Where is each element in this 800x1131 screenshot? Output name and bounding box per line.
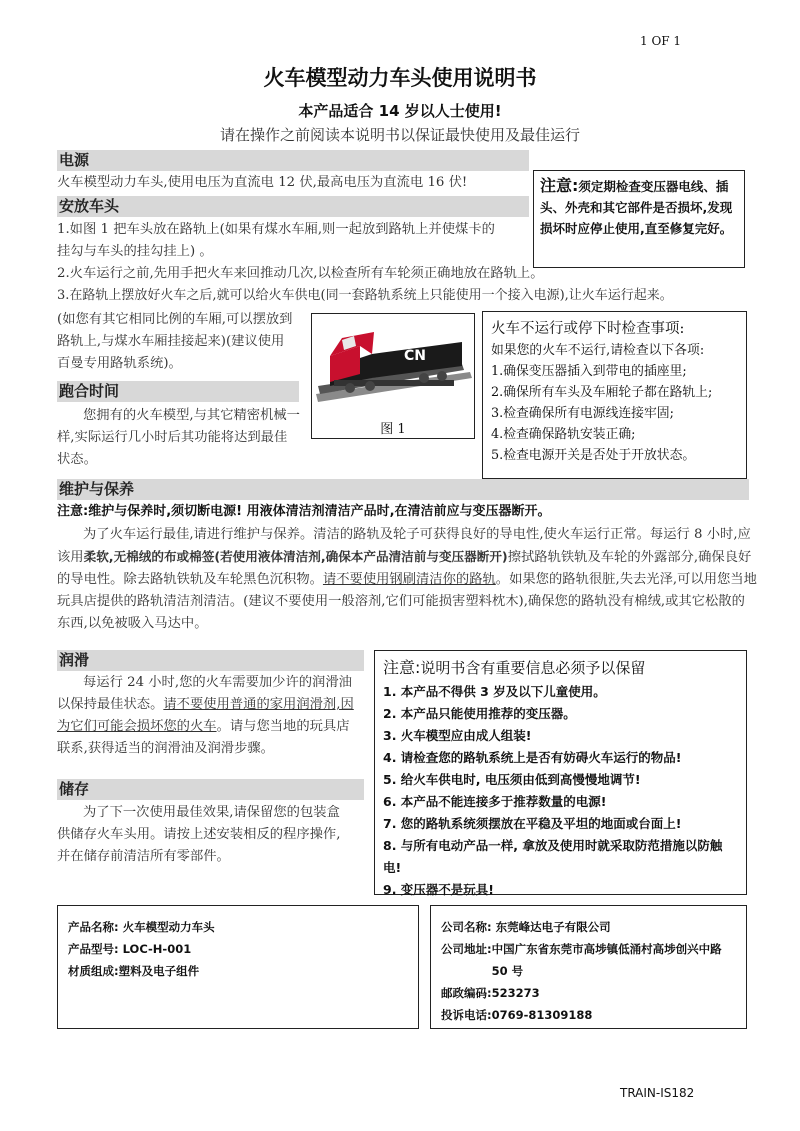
maintenance-text — [57, 524, 757, 635]
runin-text: 您拥有的火车模型,与其它精密机械一样,实际运行几小时后其功能将达到最佳状态。 — [57, 408, 300, 467]
troubleshooting-item: 1.确保变压器插入到带电的插座里; — [491, 364, 687, 379]
read-first-notice: 请在操作之前阅读本说明书以保证最快使用及最佳运行 — [219, 126, 580, 144]
notice-item: 3. 火车模型应由成人组装! — [383, 728, 532, 743]
troubleshooting-item: 2.确保所有车头及车厢轮子都在路轨上; — [491, 385, 713, 400]
notice-item: 5. 给火车供电时, 电压须由低到高慢慢地调节! — [383, 772, 641, 787]
company-phone-label: 投诉电话: — [441, 1008, 492, 1022]
install-step-2: 2.火车运行之前,先用手把火车来回推动几次,以检查所有车轮须正确地放在路轨上。 — [57, 266, 544, 281]
locomotive-logo: CN — [404, 348, 426, 364]
company-postcode-row — [441, 982, 736, 1004]
caution-box — [533, 170, 745, 268]
lube-text — [57, 672, 362, 760]
troubleshooting-title: 火车不运行或停下时检查事项: — [491, 321, 685, 337]
age-notice: 本产品适合 14 岁以人士使用! — [298, 102, 502, 120]
maintenance-text-bold: 柔软,无棉绒的布或棉签(若使用液体清洁剂,确保本产品清洁前与变压器断开) — [83, 549, 508, 564]
maintenance-text-a: 为了火车运行最佳,请进行维护与保养。清洁的路轨及轮子可获得良好的导电性,使火车运行正常。每运行 8 小时,应该用 — [57, 527, 751, 565]
product-info-box — [57, 905, 419, 1029]
product-name-row — [68, 916, 408, 938]
company-phone: 0769-81309188 — [491, 1008, 593, 1022]
notice-item: 9. 变压器不是玩具! — [383, 882, 494, 897]
maintenance-warning: 注意:维护与保养时,须切断电源! 用液体清洁剂清洁产品时,在清洁前应与变压器断开。 — [57, 504, 551, 519]
company-address-label: 公司地址: — [441, 942, 492, 956]
notice-item: 8. 与所有电动产品一样, 拿放及使用时就采取防范措施以防触电! — [383, 838, 723, 875]
figure-caption: 图 1 — [380, 422, 406, 437]
section-storage-heading: 储存 — [57, 779, 364, 800]
notice-item: 2. 本产品只能使用推荐的变压器。 — [383, 706, 576, 721]
company-address-row — [441, 938, 736, 982]
lube-text-b: 。请与您当地的玩具店联系,获得适当的润滑油及润滑步骤。 — [57, 719, 350, 756]
section-install-heading: 安放车头 — [57, 196, 529, 217]
product-model: LOC-H-001 — [122, 942, 192, 956]
notice-headline: 说明书含有重要信息必须予以保留 — [420, 659, 646, 677]
notice-item: 6. 本产品不能连接多于推荐数量的电源! — [383, 794, 607, 809]
product-model-label: 产品型号: — [68, 942, 119, 956]
locomotive-image — [312, 316, 474, 406]
product-name-label: 产品名称: — [68, 920, 119, 934]
lube-text-a: 每运行 24 小时,您的火车需要加少许的润滑油以保持最佳状态。 — [57, 675, 352, 712]
maintenance-text-b: 擦拭路轨铁轨及车轮的外露部分,确保良好的导电性。除去路轨铁轨及车轮黑色沉积物。 — [57, 550, 752, 587]
section-maintenance-heading: 维护与保养 — [57, 479, 749, 500]
troubleshooting-item: 4.检查确保路轨安装正确; — [491, 427, 636, 442]
troubleshooting-box — [482, 311, 747, 479]
figure-1 — [311, 313, 475, 439]
product-name: 火车模型动力车头 — [122, 920, 215, 934]
product-material-row — [68, 960, 408, 982]
install-note: (如您有其它相同比例的车厢,可以摆放到路轨上,与煤水车厢挂接起来)(建议使用百曼专用路轨系统)。 — [57, 312, 293, 371]
company-info-box — [430, 905, 747, 1029]
lube-text-underline: 请不要使用普通的家用润滑剂,因为它们可能会损坏您的火车 — [57, 697, 354, 734]
install-step-1: 1.如图 1 把车头放在路轨上(如果有煤水车厢,则一起放到路轨上并使煤卡的挂勾与车头的挂勾挂上) 。 — [57, 222, 495, 259]
important-notice-box — [374, 650, 747, 895]
troubleshooting-item: 3.检查确保所有电源线连接牢固; — [491, 406, 674, 421]
company-address: 中国广东省东莞市高埗镇低涌村高埗创兴中路 50 号 — [491, 942, 722, 978]
section-lube-heading: 润滑 — [57, 650, 364, 671]
company-name-row — [441, 916, 736, 938]
document-code: TRAIN-IS182 — [620, 1086, 695, 1100]
company-name-label: 公司名称: — [441, 920, 492, 934]
section-power-heading: 电源 — [57, 150, 529, 171]
company-phone-row — [441, 1004, 736, 1026]
maintenance-text-c: 。如果您的路轨很脏,失去光泽,可以用您当地玩具店提供的路轨清洁剂清洁。(建议不要使用一般溶剂,它们可能损害塑料枕木),确保您的路轨没有棉绒,或其它松散的东西,以免被吸入马达中。 — [57, 572, 757, 631]
notice-item: 7. 您的路轨系统须摆放在平稳及平坦的地面或台面上! — [383, 816, 682, 831]
maintenance-text-underline: 请不要使用钢刷清洁你的路轨 — [322, 572, 496, 587]
notice-item: 1. 本产品不得供 3 岁及以下儿童使用。 — [383, 684, 606, 699]
install-step-3: 3.在路轨上摆放好火车之后,就可以给火车供电(同一套路轨系统上只能使用一个接入电源),让火车运行起来。 — [57, 288, 673, 303]
caution-text: 须定期检查变压器电线、插头、外壳和其它部件是否损坏,发现损坏时应停止使用,直至修复完好。 — [540, 179, 733, 236]
section-runin-heading: 跑合时间 — [57, 381, 299, 402]
troubleshooting-item: 5.检查电源开关是否处于开放状态。 — [491, 448, 696, 463]
document-title: 火车模型动力车头使用说明书 — [263, 66, 537, 90]
product-model-row — [68, 938, 408, 960]
power-text: 火车模型动力车头,使用电压为直流电 12 伏,最高电压为直流电 16 伏! — [57, 175, 468, 190]
caution-label: 注意: — [540, 176, 579, 195]
storage-text: 为了下一次使用最佳效果,请保留您的包装盒供储存火车头用。请按上述安装相反的程序操作,并在储存前清洁所有零部件。 — [57, 805, 341, 864]
company-postcode: 523273 — [491, 986, 540, 1000]
company-name: 东莞峰达电子有限公司 — [495, 920, 611, 934]
notice-item: 4. 请检查您的路轨系统上是否有妨碍火车运行的物品! — [383, 750, 682, 765]
page-number: 1 OF 1 — [640, 34, 682, 48]
troubleshooting-intro: 如果您的火车不运行,请检查以下各项: — [491, 343, 705, 358]
company-postcode-label: 邮政编码: — [441, 986, 492, 1000]
product-material-label: 材质组成: — [68, 964, 119, 978]
notice-header — [383, 655, 738, 681]
product-material: 塑料及电子组件 — [118, 964, 200, 978]
notice-label: 注意: — [383, 658, 421, 677]
